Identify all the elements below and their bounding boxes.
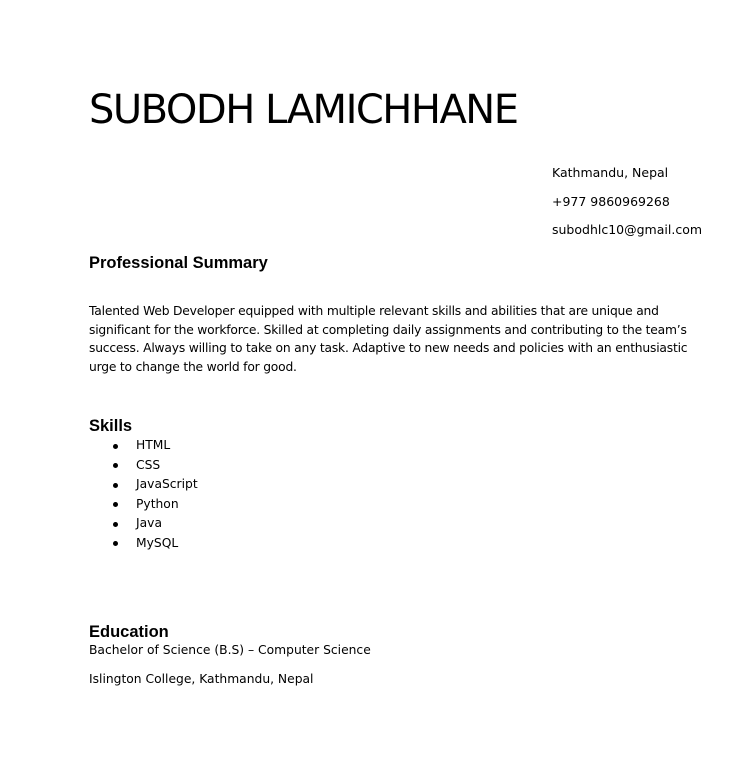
summary-text: Talented Web Developer equipped with multiple relevant skills and abilities that are unique and significant for the workforce. Skilled at completing daily assignments and contributing to the team’s success. Always willing to take on any task. Adaptive to new needs and policies with an enthusiastic urge to change the world for good. xyxy=(89,304,688,374)
skill-item xyxy=(89,436,198,456)
bullet-icon xyxy=(113,502,118,507)
contact-email: subodhlc10@gmail.com xyxy=(552,222,703,237)
summary-heading: Professional Summary xyxy=(89,254,268,272)
bullet-icon xyxy=(113,483,118,488)
education-degree: Bachelor of Science (B.S) – Computer Science xyxy=(89,643,371,657)
skill-item xyxy=(89,495,198,515)
skill-label: CSS xyxy=(136,457,161,472)
skill-item xyxy=(89,456,198,476)
candidate-name: SUBODH LAMICHHANE xyxy=(89,87,518,133)
education-heading: Education xyxy=(89,623,169,641)
skill-label: Java xyxy=(136,516,162,531)
education-school: Islington College, Kathmandu, Nepal xyxy=(89,672,314,686)
contact-phone: +977 9860969268 xyxy=(552,193,670,209)
skill-label: MySQL xyxy=(136,535,179,550)
skill-label: Python xyxy=(136,496,179,511)
skills-list xyxy=(89,436,198,554)
contact-block xyxy=(552,165,702,251)
bullet-icon xyxy=(113,522,118,527)
bullet-icon xyxy=(113,541,118,546)
skills-heading: Skills xyxy=(89,417,133,435)
skill-item xyxy=(89,514,198,534)
skill-label: HTML xyxy=(136,438,171,452)
bullet-icon xyxy=(113,463,118,468)
skill-label: JavaScript xyxy=(136,477,198,492)
skill-item xyxy=(89,475,198,495)
skill-item xyxy=(89,534,198,554)
contact-location: Kathmandu, Nepal xyxy=(552,165,669,180)
bullet-icon xyxy=(113,444,118,449)
